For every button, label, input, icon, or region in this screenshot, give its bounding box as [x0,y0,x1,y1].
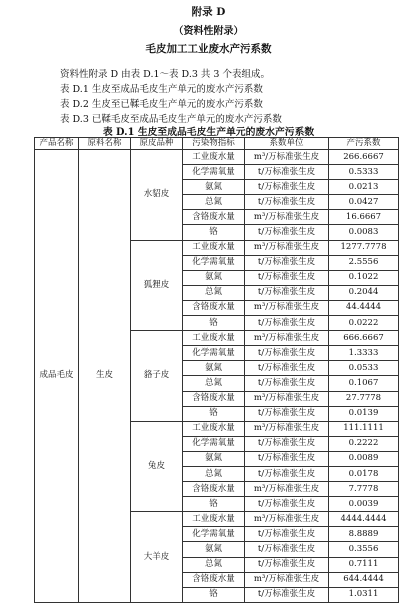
cell-unit: m³/万标准张生皮 [245,572,329,587]
cell-coefficient: 111.1111 [329,421,399,436]
cell-unit: t/万标准张生皮 [245,527,329,542]
cell-coefficient: 1.0311 [329,587,399,602]
appendix-nature: （资料性附录） [173,26,244,37]
cell-pollutant: 化学需氧量 [183,165,245,180]
table-header-row [35,138,399,150]
cell-unit: t/万标准张生皮 [245,376,329,391]
cell-coefficient: 0.0039 [329,497,399,512]
cell-unit: t/万标准张生皮 [245,165,329,180]
table-caption: 表 D.1 生皮至成品毛皮生产单元的废水产污系数 [102,127,315,138]
cell-coefficient: 4444.4444 [329,512,399,527]
cell-coefficient: 44.4444 [329,300,399,315]
cell-unit: t/万标准张生皮 [245,270,329,285]
cell-coefficient: 1277.7778 [329,240,399,255]
cell-unit: t/万标准张生皮 [245,316,329,331]
table-body [35,150,399,603]
cell-unit: m³/万标准张生皮 [245,210,329,225]
cell-unit: t/万标准张生皮 [245,346,329,361]
cell-unit: t/万标准张生皮 [245,195,329,210]
cell-coefficient: 0.0083 [329,225,399,240]
cell-coefficient: 0.1067 [329,376,399,391]
header-coefficient: 产污系数 [329,138,399,150]
cell-coefficient: 2.5556 [329,255,399,270]
cell-unit: t/万标准张生皮 [245,557,329,572]
cell-coefficient: 8.8889 [329,527,399,542]
cell-coefficient: 266.6667 [329,150,399,165]
cell-unit: m³/万标准张生皮 [245,482,329,497]
cell-pollutant: 铬 [183,225,245,240]
cell-pollutant: 总氮 [183,376,245,391]
cell-coefficient: 27.7778 [329,391,399,406]
pollution-coefficient-table [34,137,399,603]
cell-unit: t/万标准张生皮 [245,255,329,270]
cell-pollutant: 工业废水量 [183,512,245,527]
cell-pollutant: 工业废水量 [183,331,245,346]
intro-table-ref-d1: 表 D.1 生皮至成品毛皮生产单元的废水产污系数 [60,84,263,95]
intro-paragraph: 资料性附录 D 由表 D.1～表 D.3 共 3 个表组成。 [60,69,270,80]
cell-pollutant: 铬 [183,497,245,512]
cell-unit: m³/万标准张生皮 [245,421,329,436]
cell-pollutant: 铬 [183,316,245,331]
cell-coefficient: 0.2222 [329,436,399,451]
cell-pollutant: 化学需氧量 [183,527,245,542]
table-row [35,150,399,165]
cell-unit: t/万标准张生皮 [245,587,329,602]
cell-coefficient: 0.0222 [329,316,399,331]
cell-pollutant: 工业废水量 [183,240,245,255]
cell-pollutant: 氨氮 [183,180,245,195]
cell-unit: m³/万标准张生皮 [245,331,329,346]
cell-coefficient: 0.2044 [329,285,399,300]
cell-pollutant: 化学需氧量 [183,255,245,270]
cell-pollutant: 化学需氧量 [183,346,245,361]
cell-coefficient: 0.0178 [329,466,399,481]
cell-pollutant: 化学需氧量 [183,436,245,451]
cell-unit: t/万标准张生皮 [245,542,329,557]
cell-coefficient: 0.5333 [329,165,399,180]
cell-unit: m³/万标准张生皮 [245,512,329,527]
cell-pollutant: 工业废水量 [183,421,245,436]
cell-pollutant: 铬 [183,587,245,602]
cell-pollutant: 铬 [183,406,245,421]
cell-pollutant: 总氮 [183,285,245,300]
cell-pollutant: 总氮 [183,466,245,481]
cell-variety: 大羊皮 [131,512,183,603]
cell-raw-material: 生皮 [79,150,131,603]
cell-unit: t/万标准张生皮 [245,406,329,421]
intro-table-ref-d3: 表 D.3 已鞣毛皮至成品毛皮生产单元的废水产污系数 [60,114,282,125]
cell-variety: 貉子皮 [131,331,183,422]
cell-pollutant: 含铬废水量 [183,572,245,587]
cell-unit: t/万标准张生皮 [245,436,329,451]
cell-unit: t/万标准张生皮 [245,225,329,240]
header-variety: 原皮品种 [131,138,183,150]
header-raw-material: 原料名称 [79,138,131,150]
cell-pollutant: 含铬废水量 [183,391,245,406]
appendix-title: 附录 D [191,6,226,18]
document-title: 毛皮加工工业废水产污系数 [145,43,272,55]
intro-table-ref-d2: 表 D.2 生皮至已鞣毛皮生产单元的废水产污系数 [60,99,263,110]
cell-coefficient: 644.4444 [329,572,399,587]
cell-pollutant: 氨氮 [183,542,245,557]
cell-unit: t/万标准张生皮 [245,180,329,195]
cell-coefficient: 0.3556 [329,542,399,557]
cell-pollutant: 含铬废水量 [183,210,245,225]
header-product: 产品名称 [35,138,79,150]
cell-coefficient: 1.3333 [329,346,399,361]
cell-unit: t/万标准张生皮 [245,361,329,376]
cell-unit: t/万标准张生皮 [245,285,329,300]
cell-coefficient: 0.0427 [329,195,399,210]
cell-coefficient: 7.7778 [329,482,399,497]
cell-coefficient: 0.0089 [329,451,399,466]
cell-unit: t/万标准张生皮 [245,466,329,481]
cell-pollutant: 总氮 [183,195,245,210]
cell-pollutant: 氨氮 [183,451,245,466]
cell-pollutant: 氨氮 [183,270,245,285]
cell-pollutant: 工业废水量 [183,150,245,165]
cell-unit: m³/万标准张生皮 [245,150,329,165]
cell-pollutant: 含铬废水量 [183,300,245,315]
cell-variety: 水貂皮 [131,150,183,241]
cell-variety: 狐狸皮 [131,240,183,331]
cell-pollutant: 含铬废水量 [183,482,245,497]
cell-coefficient: 0.0213 [329,180,399,195]
cell-unit: m³/万标准张生皮 [245,300,329,315]
cell-coefficient: 0.7111 [329,557,399,572]
cell-coefficient: 0.0533 [329,361,399,376]
cell-unit: t/万标准张生皮 [245,451,329,466]
cell-product: 成品毛皮 [35,150,79,603]
cell-coefficient: 16.6667 [329,210,399,225]
header-pollutant: 污染物指标 [183,138,245,150]
cell-unit: t/万标准张生皮 [245,497,329,512]
cell-unit: m³/万标准张生皮 [245,240,329,255]
cell-coefficient: 666.6667 [329,331,399,346]
header-unit: 系数单位 [245,138,329,150]
cell-coefficient: 0.0139 [329,406,399,421]
cell-pollutant: 总氮 [183,557,245,572]
cell-variety: 兔皮 [131,421,183,512]
cell-coefficient: 0.1022 [329,270,399,285]
cell-unit: m³/万标准张生皮 [245,391,329,406]
cell-pollutant: 氨氮 [183,361,245,376]
